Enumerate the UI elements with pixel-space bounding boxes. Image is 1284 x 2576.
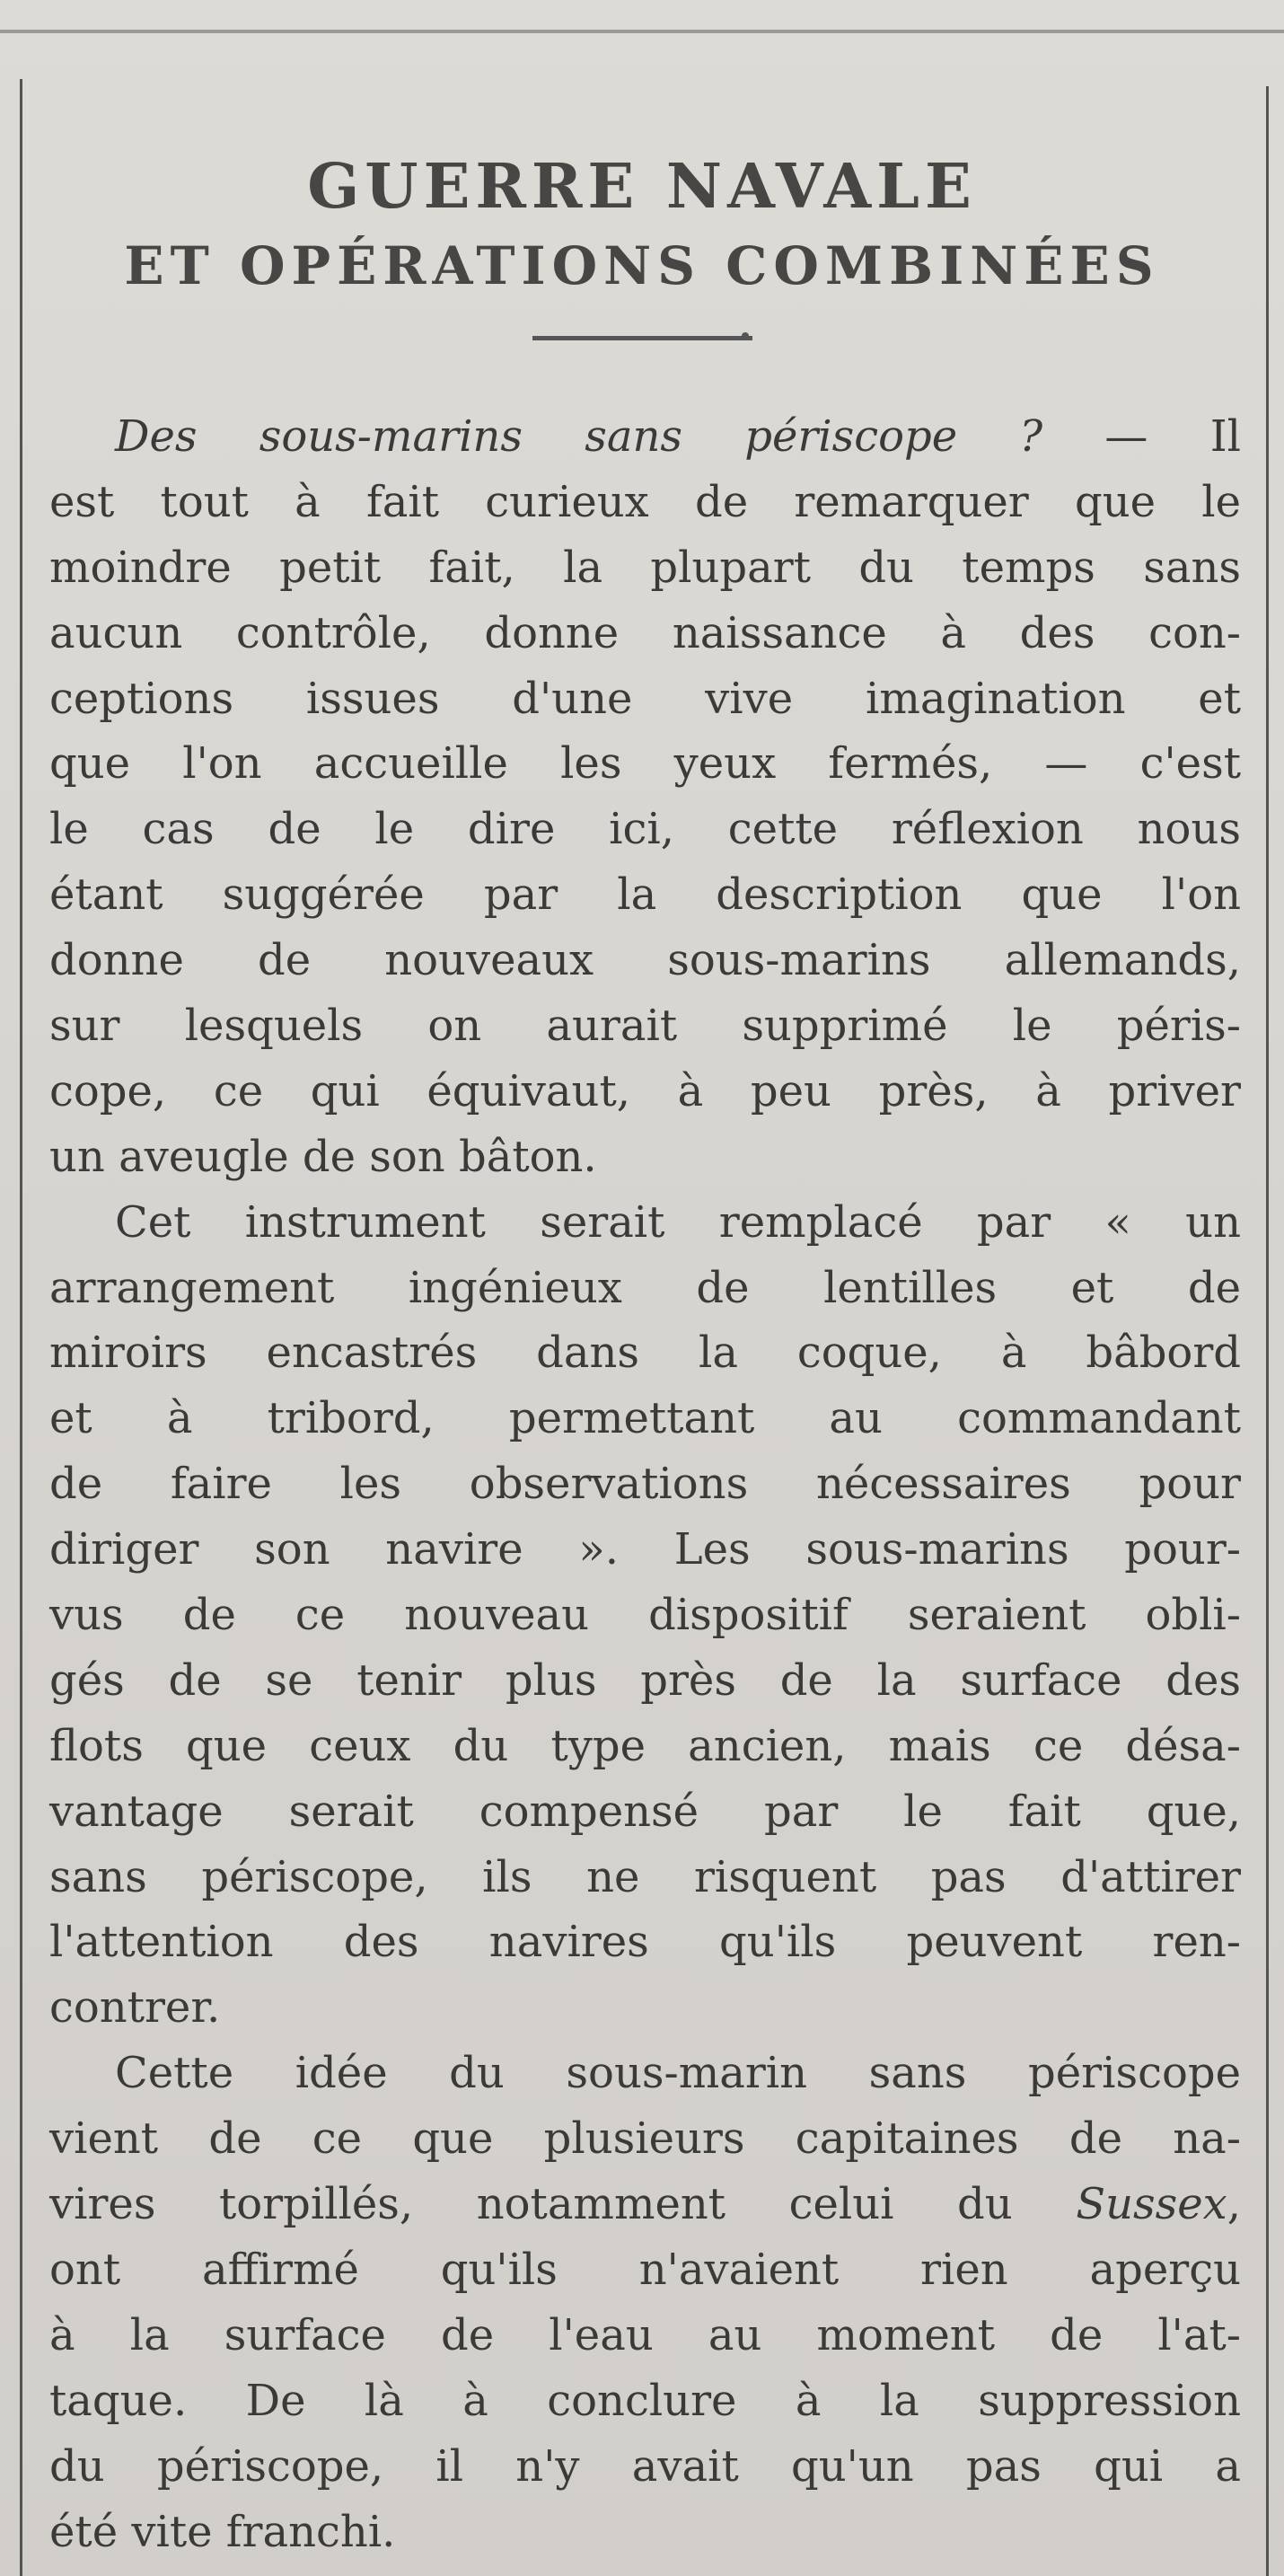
text-segment: étant suggérée par la description que l'on	[49, 869, 1241, 921]
text-segment: — Il	[1042, 411, 1241, 462]
text-segment: ont affirmé qu'ils n'avaient rien aperçu	[49, 2244, 1241, 2295]
text-segment: moindre petit fait, la plupart du temps sans	[49, 542, 1241, 593]
text-segment: ,	[1227, 2179, 1241, 2230]
text-segment: sans périscope, ils ne risquent pas d'attirer	[49, 1851, 1241, 1902]
text-segment: du périscope, il n'y avait qu'un pas qui a	[49, 2440, 1241, 2492]
text-line	[49, 470, 1241, 535]
text-line	[49, 1910, 1241, 1975]
text-line	[49, 862, 1241, 928]
text-line	[49, 1386, 1241, 1451]
text-segment: que l'on accueille les yeux fermés, — c'est	[49, 738, 1241, 790]
text-line	[49, 731, 1241, 797]
text-line	[49, 535, 1241, 601]
text-line	[49, 2369, 1241, 2434]
italic-text: Des sous-marins sans périscope ?	[115, 411, 1043, 462]
text-line	[49, 1648, 1241, 1714]
text-line	[49, 2303, 1241, 2369]
text-segment: arrangement ingénieux de lentilles et de	[49, 1262, 1241, 1313]
text-segment: est tout à fait curieux de remarquer que le	[49, 476, 1241, 527]
text-line	[49, 797, 1241, 862]
text-line	[49, 1125, 1241, 1190]
text-segment: taque. De là à conclure à la suppression	[49, 2375, 1241, 2426]
text-segment: à la surface de l'eau au moment de l'at-	[49, 2309, 1241, 2360]
text-line	[49, 666, 1241, 732]
text-segment: ceptions issues d'une vive imagination et	[49, 673, 1241, 724]
text-line	[49, 1975, 1241, 2041]
text-segment: l'attention des navires qu'ils peuvent ren-	[49, 1917, 1241, 1968]
text-line	[49, 1059, 1241, 1125]
page-top-rule	[0, 30, 1284, 33]
text-segment: et à tribord, permettant au commandant	[49, 1393, 1241, 1444]
article-body	[49, 404, 1241, 2564]
text-segment: vus de ce nouveau dispositif seraient obli-	[49, 1590, 1241, 1641]
article-subtitle: ET OPÉRATIONS COMBINÉES	[124, 235, 1160, 296]
title-separator-dot	[742, 332, 749, 340]
text-segment: un aveugle de son bâton.	[49, 1131, 597, 1182]
text-segment: contrer.	[49, 1982, 221, 2033]
text-line	[49, 2500, 1241, 2565]
text-segment: flots que ceux du type ancien, mais ce désa-	[49, 1720, 1241, 1771]
text-line	[49, 601, 1241, 666]
text-segment: Cette idée du sous-marin sans périscope	[115, 2048, 1241, 2099]
text-segment: été vite franchi.	[49, 2506, 396, 2557]
text-line	[49, 1320, 1241, 1386]
text-segment: aucun contrôle, donne naissance à des con-	[49, 607, 1241, 658]
text-line	[49, 1256, 1241, 1321]
text-segment: miroirs encastrés dans la coque, à bâbord	[49, 1328, 1241, 1379]
text-segment: vient de ce que plusieurs capitaines de na-	[49, 2113, 1241, 2165]
title-separator-rule	[532, 336, 752, 340]
text-line	[49, 1517, 1241, 1583]
text-line	[49, 1190, 1241, 1256]
text-line	[49, 993, 1241, 1059]
text-line	[49, 928, 1241, 993]
text-line	[49, 1451, 1241, 1517]
text-line	[49, 2237, 1241, 2303]
text-line	[49, 2434, 1241, 2500]
text-line	[49, 1583, 1241, 1648]
text-line	[49, 2041, 1241, 2106]
text-segment: vantage serait compensé par le fait que,	[49, 1786, 1241, 1837]
text-line	[49, 2172, 1241, 2237]
text-segment: le cas de le dire ici, cette réflexion nous	[49, 804, 1241, 855]
text-segment: diriger son navire ». Les sous-marins pour-	[49, 1524, 1241, 1575]
text-line	[49, 1714, 1241, 1779]
text-segment: sur lesquels on aurait supprimé le péris-	[49, 1001, 1241, 1052]
text-segment: donne de nouveaux sous-marins allemands,	[49, 935, 1241, 986]
column-border-left	[20, 79, 22, 2576]
column-border-right	[1266, 86, 1269, 2576]
text-line	[49, 404, 1241, 470]
text-line	[49, 1779, 1241, 1845]
text-segment: Cet instrument serait remplacé par « un	[115, 1196, 1241, 1248]
text-line	[49, 1845, 1241, 1910]
text-segment: cope, ce qui équivaut, à peu près, à priver	[49, 1065, 1241, 1116]
text-segment: de faire les observations nécessaires pour	[49, 1459, 1241, 1510]
article-title: GUERRE NAVALE	[307, 151, 977, 223]
text-segment: vires torpillés, notamment celui du	[49, 2179, 1077, 2230]
text-line	[49, 2106, 1241, 2172]
text-segment: gés de se tenir plus près de la surface des	[49, 1654, 1241, 1706]
italic-text: Sussex	[1076, 2179, 1227, 2230]
